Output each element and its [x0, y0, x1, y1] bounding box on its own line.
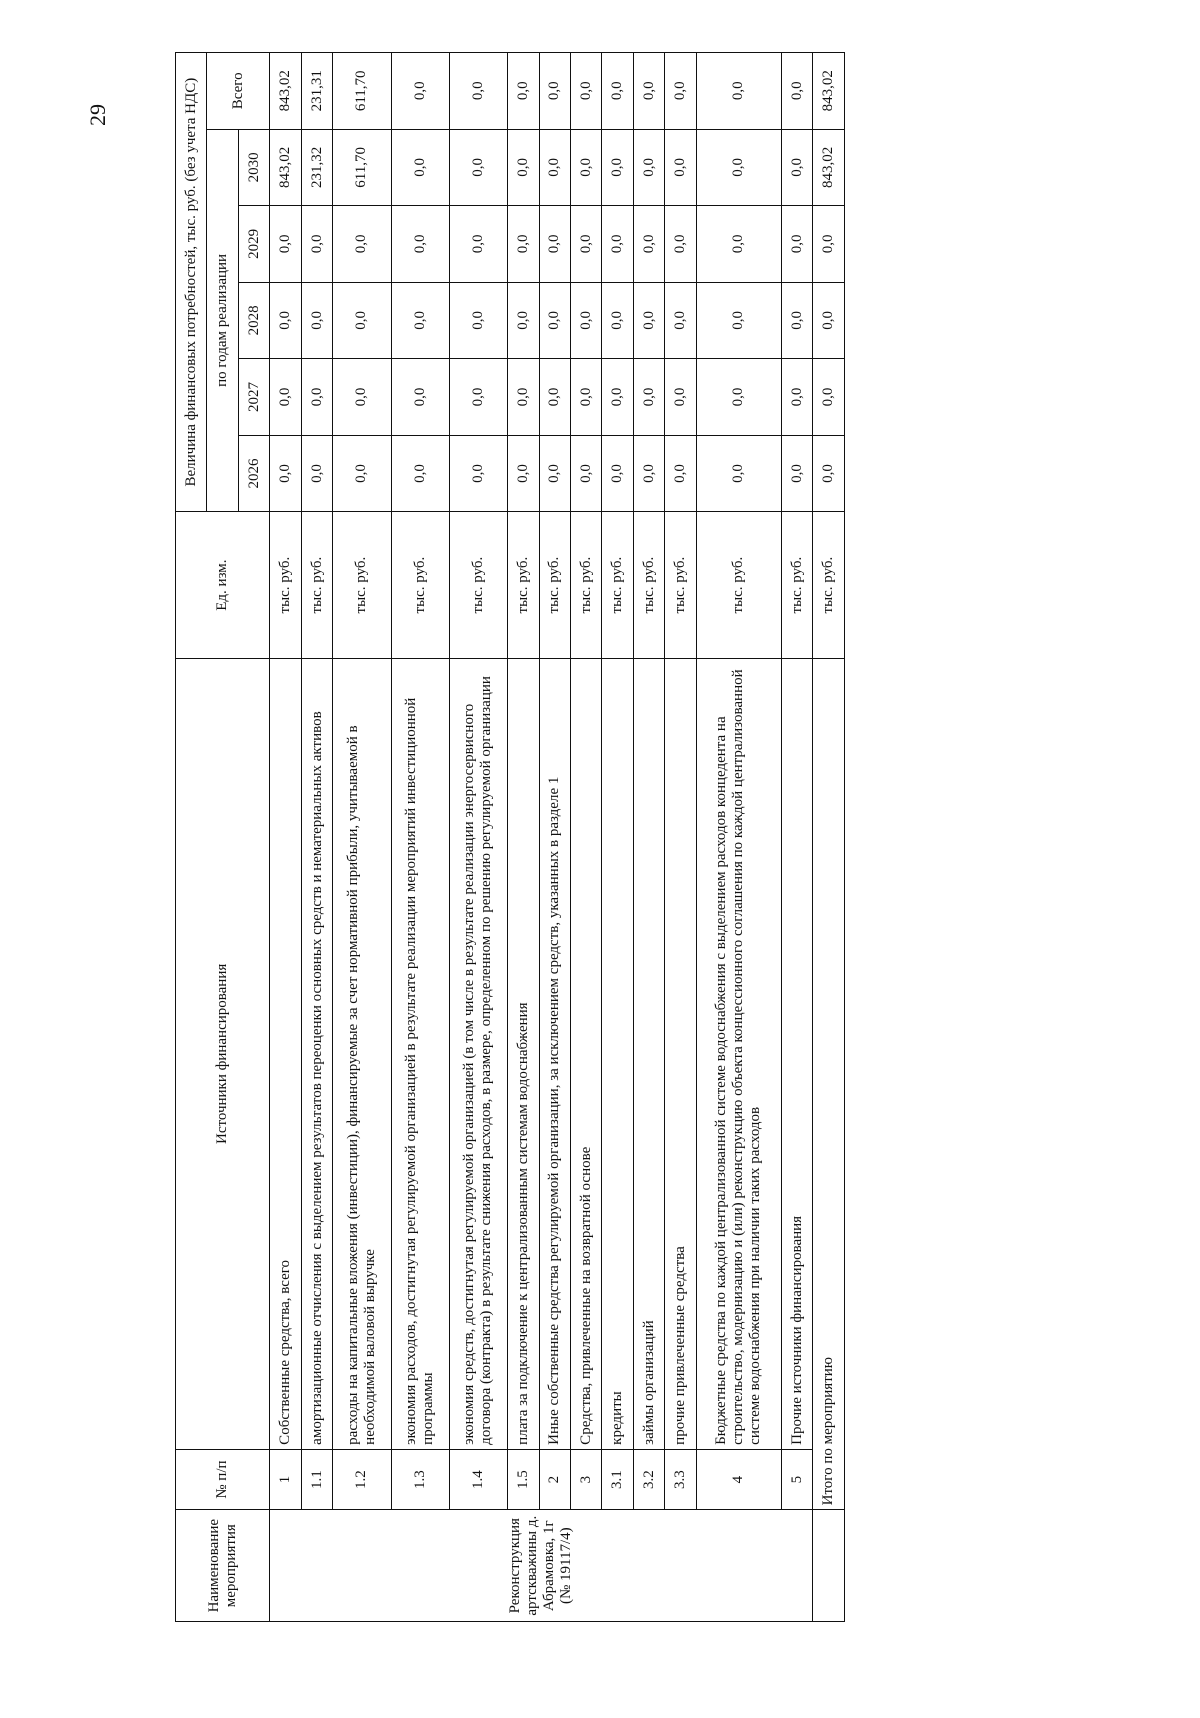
row-value: 0,0: [633, 129, 664, 206]
total-label: Итого по мероприятию: [813, 658, 845, 1509]
row-number: 2: [539, 1449, 570, 1510]
row-number: 1.3: [391, 1449, 449, 1510]
header-year: 2028: [238, 282, 269, 359]
row-value: 0,0: [449, 129, 507, 206]
row-value: 843,02: [270, 129, 301, 206]
rotated-table-container: [175, 52, 845, 1622]
row-value: 0,0: [333, 206, 391, 283]
row-value: 0,0: [539, 129, 570, 206]
row-unit: тыс. руб.: [508, 512, 539, 659]
row-value: 0,0: [449, 53, 507, 130]
header-by-years: по годам реализации: [207, 129, 238, 512]
row-source: Средства, привлеченные на возвратной основе: [570, 658, 601, 1449]
row-source: Иные собственные средства регулируемой организации, за исключением средств, указанных в разделе 1: [539, 658, 570, 1449]
total-empty-cell: [813, 1510, 845, 1622]
header-unit: Ед. изм.: [176, 512, 270, 659]
row-value: 0,0: [570, 435, 601, 512]
header-total: Всего: [207, 53, 270, 130]
row-unit: тыс. руб.: [781, 512, 812, 659]
row-value: 0,0: [696, 359, 781, 436]
row-value: 0,0: [570, 53, 601, 130]
row-value: 843,02: [270, 53, 301, 130]
row-number: 1.2: [333, 1449, 391, 1510]
total-value: 843,02: [813, 129, 845, 206]
row-value: 0,0: [781, 53, 812, 130]
row-unit: тыс. руб.: [602, 512, 633, 659]
row-source: экономия средств, достигнутая регулируемой организацией (в том числе в результате реализации энергосервисного договора (контракта) в результате снижения расходов, в размере, определенном по решению регулируемой организации: [449, 658, 507, 1449]
row-number: 1.5: [508, 1449, 539, 1510]
event-name-cell: Реконструкция артскважины д. Абрамовка, 1г (№ 19117/4): [270, 1510, 813, 1622]
page-number: 29: [85, 104, 110, 126]
row-value: 0,0: [665, 282, 696, 359]
row-value: 0,0: [633, 435, 664, 512]
row-value: 0,0: [508, 435, 539, 512]
row-source: экономия расходов, достигнутая регулируемой организацией в результате реализации мероприятий инвестиционной программы: [391, 658, 449, 1449]
row-unit: тыс. руб.: [570, 512, 601, 659]
row-value: 0,0: [508, 359, 539, 436]
row-value: 0,0: [508, 53, 539, 130]
row-value: 0,0: [508, 282, 539, 359]
row-value: 0,0: [449, 206, 507, 283]
row-value: 0,0: [570, 282, 601, 359]
row-source: Собственные средства, всего: [270, 658, 301, 1449]
row-value: 0,0: [449, 359, 507, 436]
row-value: 0,0: [633, 206, 664, 283]
header-event-name: Наименование мероприятия: [176, 1510, 270, 1622]
row-value: 0,0: [508, 206, 539, 283]
row-value: 0,0: [781, 359, 812, 436]
total-value: 0,0: [813, 435, 845, 512]
row-unit: тыс. руб.: [696, 512, 781, 659]
row-value: 0,0: [333, 282, 391, 359]
table-row: [781, 53, 812, 1622]
row-value: 0,0: [508, 129, 539, 206]
row-value: 0,0: [781, 129, 812, 206]
header-year: 2029: [238, 206, 269, 283]
total-row: [813, 53, 845, 1622]
table-row: [696, 53, 781, 1622]
row-value: 0,0: [633, 53, 664, 130]
row-value: 0,0: [781, 282, 812, 359]
row-number: 3.3: [665, 1449, 696, 1510]
total-unit: тыс. руб.: [813, 512, 845, 659]
row-number: 1.4: [449, 1449, 507, 1510]
row-value: 0,0: [539, 435, 570, 512]
row-value: 0,0: [539, 53, 570, 130]
table-row: [449, 53, 507, 1622]
row-value: 231,31: [301, 53, 332, 130]
row-number: 3.2: [633, 1449, 664, 1510]
row-value: 0,0: [602, 359, 633, 436]
row-value: 0,0: [270, 435, 301, 512]
row-value: 0,0: [539, 282, 570, 359]
row-number: 3: [570, 1449, 601, 1510]
row-value: 0,0: [570, 129, 601, 206]
row-unit: тыс. руб.: [391, 512, 449, 659]
row-unit: тыс. руб.: [539, 512, 570, 659]
row-source: займы организаций: [633, 658, 664, 1449]
row-number: 1: [270, 1449, 301, 1510]
row-value: 0,0: [333, 359, 391, 436]
row-value: 0,0: [665, 435, 696, 512]
table-body: [176, 53, 845, 1622]
total-value: 0,0: [813, 359, 845, 436]
row-value: 0,0: [270, 206, 301, 283]
row-unit: тыс. руб.: [301, 512, 332, 659]
row-value: 0,0: [301, 359, 332, 436]
row-value: 0,0: [301, 435, 332, 512]
header-year: 2026: [238, 435, 269, 512]
row-unit: тыс. руб.: [449, 512, 507, 659]
row-value: 0,0: [270, 282, 301, 359]
table-row: [633, 53, 664, 1622]
row-value: 0,0: [539, 359, 570, 436]
row-value: 0,0: [570, 206, 601, 283]
row-value: 0,0: [665, 129, 696, 206]
total-value: 0,0: [813, 206, 845, 283]
table-row: [391, 53, 449, 1622]
row-value: 0,0: [391, 129, 449, 206]
row-value: 611,70: [333, 53, 391, 130]
row-source: прочие привлеченные средства: [665, 658, 696, 1449]
table-row: [602, 53, 633, 1622]
row-number: 4: [696, 1449, 781, 1510]
row-value: 0,0: [602, 53, 633, 130]
row-value: 0,0: [391, 359, 449, 436]
row-value: 0,0: [665, 359, 696, 436]
row-source: плата за подключение к централизованным системам водоснабжения: [508, 658, 539, 1449]
row-value: 0,0: [696, 53, 781, 130]
header-no: № п/п: [176, 1449, 270, 1510]
row-number: 1.1: [301, 1449, 332, 1510]
row-unit: тыс. руб.: [333, 512, 391, 659]
row-value: 0,0: [696, 129, 781, 206]
row-value: 0,0: [696, 435, 781, 512]
row-value: 0,0: [570, 359, 601, 436]
row-value: 0,0: [449, 435, 507, 512]
row-value: 0,0: [602, 206, 633, 283]
row-value: 0,0: [665, 53, 696, 130]
table-row: [539, 53, 570, 1622]
header-sources: Источники финансирования: [176, 658, 270, 1449]
financing-table: [175, 52, 845, 1622]
total-value: 843,02: [813, 53, 845, 130]
table-row: [665, 53, 696, 1622]
row-value: 0,0: [449, 282, 507, 359]
row-value: 0,0: [301, 206, 332, 283]
row-source: кредиты: [602, 658, 633, 1449]
table-row: [508, 53, 539, 1622]
row-value: 0,0: [391, 435, 449, 512]
row-value: 0,0: [333, 435, 391, 512]
row-unit: тыс. руб.: [270, 512, 301, 659]
row-source: расходы на капитальные вложения (инвестиции), финансируемые за счет нормативной прибыли, учитываемой в необходимой валовой выручке: [333, 658, 391, 1449]
row-value: 0,0: [391, 206, 449, 283]
row-value: 611,70: [333, 129, 391, 206]
row-value: 0,0: [696, 206, 781, 283]
table-row: [333, 53, 391, 1622]
row-number: 3.1: [602, 1449, 633, 1510]
row-value: 0,0: [781, 206, 812, 283]
row-source: Бюджетные средства по каждой централизованной системе водоснабжения с выделением расходов концедента на строительство, модернизацию и (или) реконструкцию объекта концессионного соглашения по каждой централизованной системе водоснабжения при наличии таких расходов: [696, 658, 781, 1449]
table-row: [570, 53, 601, 1622]
row-unit: тыс. руб.: [665, 512, 696, 659]
table-row: [301, 53, 332, 1622]
header-row: [176, 53, 207, 1622]
row-value: 0,0: [270, 359, 301, 436]
header-year: 2030: [238, 129, 269, 206]
row-value: 0,0: [602, 282, 633, 359]
row-value: 0,0: [665, 206, 696, 283]
row-value: 0,0: [301, 282, 332, 359]
row-value: 0,0: [633, 282, 664, 359]
total-value: 0,0: [813, 282, 845, 359]
header-finance-title: Величина финансовых потребностей, тыс. руб. (без учета НДС): [176, 53, 207, 512]
row-number: 5: [781, 1449, 812, 1510]
header-year: 2027: [238, 359, 269, 436]
row-value: 0,0: [781, 435, 812, 512]
row-unit: тыс. руб.: [633, 512, 664, 659]
row-source: Прочие источники финансирования: [781, 658, 812, 1449]
row-value: 0,0: [696, 282, 781, 359]
row-value: 0,0: [633, 359, 664, 436]
table-row: [270, 53, 301, 1622]
row-value: 0,0: [602, 129, 633, 206]
row-source: амортизационные отчисления с выделением результатов переоценки основных средств и нематериальных активов: [301, 658, 332, 1449]
row-value: 0,0: [602, 435, 633, 512]
row-value: 231,32: [301, 129, 332, 206]
row-value: 0,0: [391, 282, 449, 359]
row-value: 0,0: [539, 206, 570, 283]
row-value: 0,0: [391, 53, 449, 130]
